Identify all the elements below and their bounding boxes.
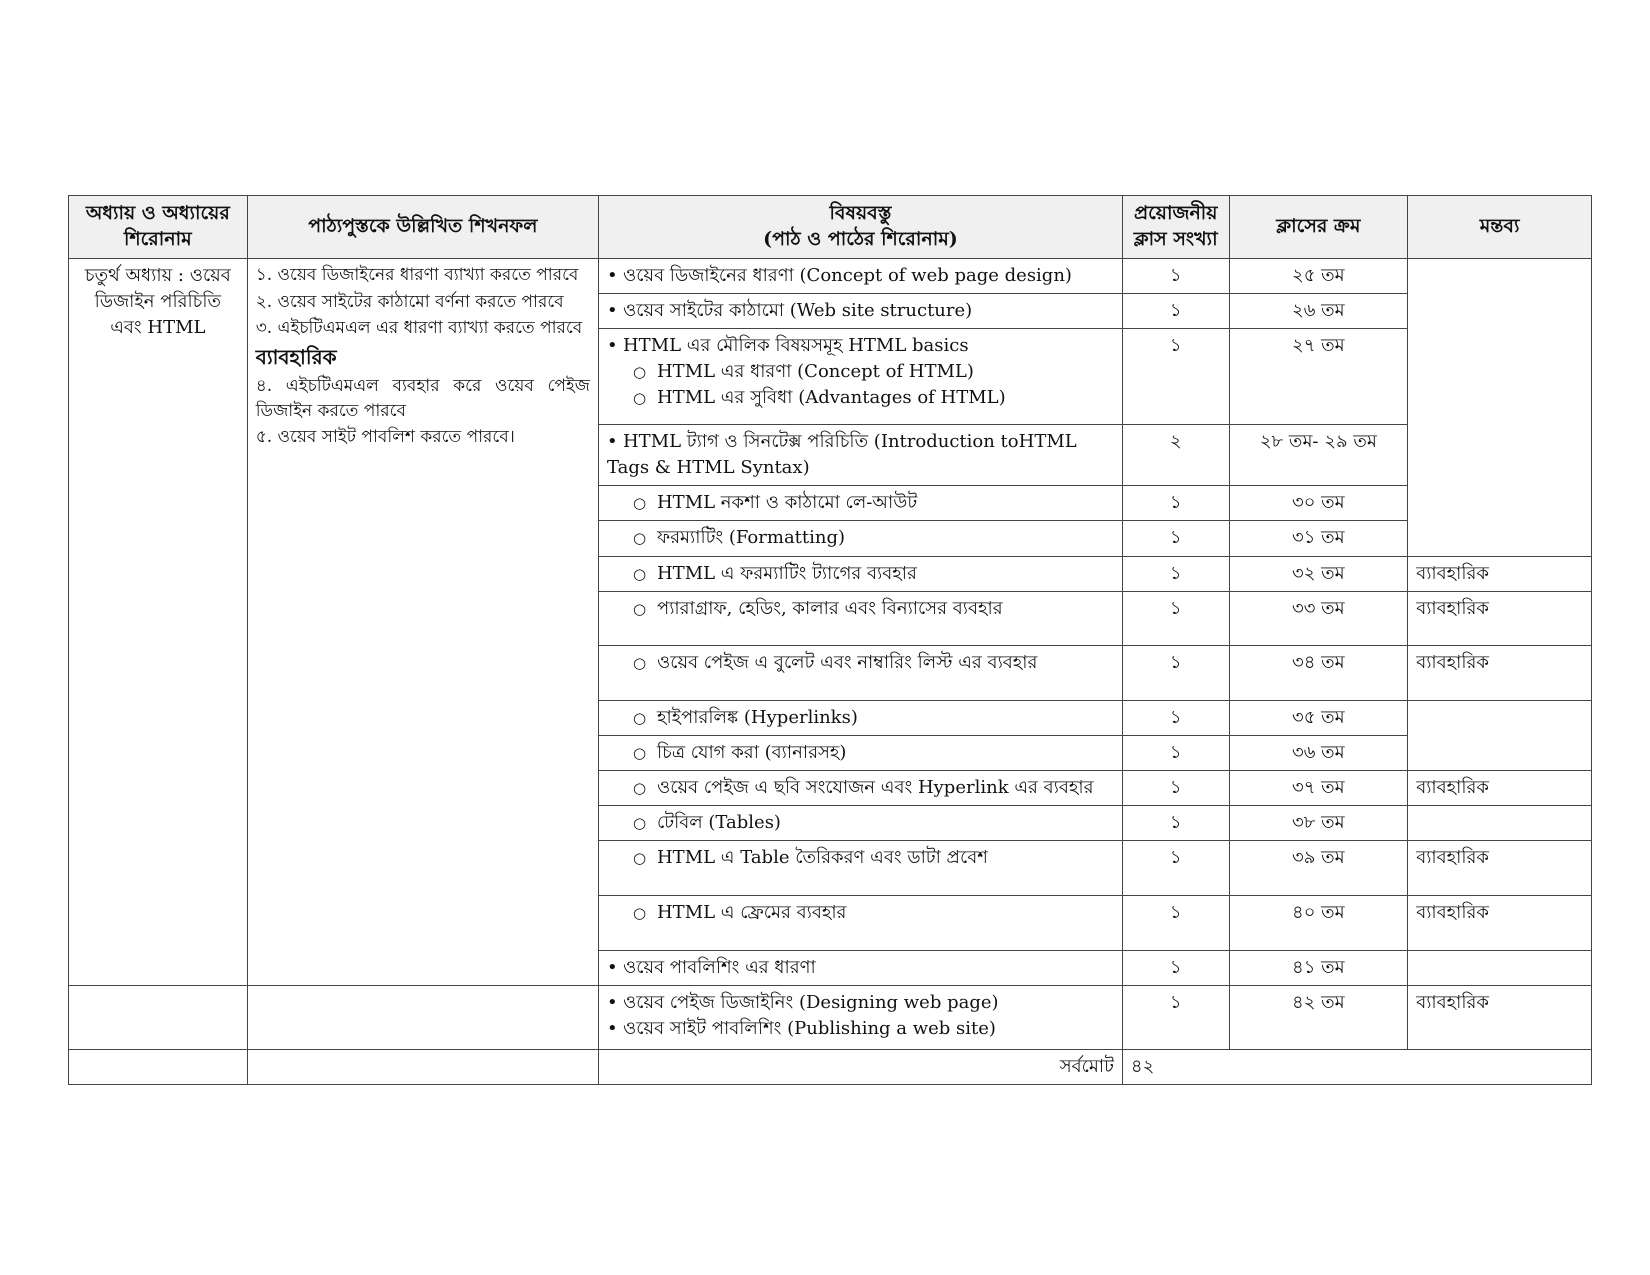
practical-heading: ব্যাবহারিক — [255, 344, 337, 369]
lesson-subtopic: ○ HTML এর সুবিধা (Advantages of HTML) — [607, 385, 1114, 411]
remark-cell — [1408, 951, 1592, 986]
class-order: ৩৪ তম — [1229, 645, 1408, 700]
header-row — [69, 196, 1592, 259]
remark-cell: ব্যাবহারিক — [1408, 986, 1592, 1050]
class-count: ১ — [1122, 486, 1229, 521]
lesson-text: • ওয়েব পেইজ ডিজাইনিং (Designing web page) — [607, 990, 1114, 1016]
remark-cell: ব্যাবহারিক — [1408, 645, 1592, 700]
class-order: ৪২ তম — [1229, 986, 1408, 1050]
lesson-content — [598, 329, 1122, 425]
remark-cell: ব্যাবহারিক — [1408, 841, 1592, 896]
lesson-text: ○ ওয়েব পেইজ এ বুলেট এবং নাম্বারিং লিস্ট এর ব্যবহার — [607, 650, 1114, 676]
table-row — [69, 986, 1592, 1050]
remark-cell — [1408, 805, 1592, 840]
learning-outcomes — [247, 259, 598, 986]
lesson-plan-table — [68, 195, 1592, 1085]
class-order: ৩৩ তম — [1229, 591, 1408, 645]
remark-cell: ব্যাবহারিক — [1408, 556, 1592, 591]
lesson-subtopic: ○ HTML এর ধারণা (Concept of HTML) — [607, 359, 1114, 385]
lesson-content — [598, 770, 1122, 805]
lesson-content — [598, 294, 1122, 329]
class-order: ৩৮ তম — [1229, 805, 1408, 840]
header-classes: প্রয়োজনীয় ক্লাস সংখ্যা — [1122, 196, 1229, 259]
class-count: ১ — [1122, 735, 1229, 770]
lesson-text: ○ প্যারাগ্রাফ, হেডিং, কালার এবং বিন্যাসের ব্যবহার — [607, 596, 1114, 622]
lesson-content — [598, 700, 1122, 735]
class-count: ১ — [1122, 770, 1229, 805]
empty-cell — [247, 986, 598, 1050]
lesson-text: • ওয়েব ডিজাইনের ধারণা (Concept of web page design) — [607, 263, 1114, 289]
class-order: ৪১ তম — [1229, 951, 1408, 986]
class-order: ৩৬ তম — [1229, 735, 1408, 770]
lesson-content — [598, 986, 1122, 1050]
outcome-item: ১. ওয়েব ডিজাইনের ধারণা ব্যাখ্যা করতে পারবে — [255, 265, 579, 285]
remark-cell: ব্যাবহারিক — [1408, 591, 1592, 645]
class-order: ২৭ তম — [1229, 329, 1408, 425]
header-content-line1: বিষয়বস্তু — [829, 202, 892, 225]
class-order: ৩৯ তম — [1229, 841, 1408, 896]
class-order: ৩৫ তম — [1229, 700, 1408, 735]
table-row — [69, 259, 1592, 294]
lesson-text: • HTML এর মৌলিক বিষয়সমূহ HTML basics — [607, 333, 1114, 359]
lesson-content — [598, 735, 1122, 770]
class-count: ১ — [1122, 805, 1229, 840]
empty-cell — [247, 1050, 598, 1085]
lesson-content — [598, 896, 1122, 951]
lesson-content — [598, 591, 1122, 645]
class-order: ২৬ তম — [1229, 294, 1408, 329]
class-count: ১ — [1122, 259, 1229, 294]
class-order: ৪০ তম — [1229, 896, 1408, 951]
class-count: ১ — [1122, 591, 1229, 645]
lesson-content — [598, 645, 1122, 700]
header-content-line2: (পাঠ ও পাঠের শিরোনাম) — [763, 228, 958, 250]
class-count: ১ — [1122, 896, 1229, 951]
class-order: ৩২ তম — [1229, 556, 1408, 591]
header-order: ক্লাসের ক্রম — [1229, 196, 1408, 259]
lesson-content — [598, 259, 1122, 294]
header-content — [598, 196, 1122, 259]
lesson-content — [598, 951, 1122, 986]
lesson-text: • ওয়েব সাইট পাবলিশিং (Publishing a web site) — [607, 1016, 1114, 1042]
lesson-text: ○ চিত্র যোগ করা (ব্যানারসহ) — [607, 740, 1114, 766]
lesson-text: ○ ফরম্যাটিং (Formatting) — [607, 525, 1114, 551]
class-order: ৩৭ তম — [1229, 770, 1408, 805]
class-count: ১ — [1122, 700, 1229, 735]
outcome-item: ২. ওয়েব সাইটের কাঠামো বর্ণনা করতে পারবে — [255, 291, 564, 312]
header-outcomes: পাঠ্যপুস্তকে উল্লিখিত শিখনফল — [247, 196, 598, 259]
header-chapter: অধ্যায় ও অধ্যায়ের শিরোনাম — [69, 196, 248, 259]
lesson-content — [598, 521, 1122, 556]
class-order: ৩০ তম — [1229, 486, 1408, 521]
lesson-text: • HTML ট্যাগ ও সিনটেক্স পরিচিতি (Introduction toHTML Tags & HTML Syntax) — [607, 429, 1114, 481]
lesson-content — [598, 841, 1122, 896]
header-remarks: মন্তব্য — [1408, 196, 1592, 259]
lesson-text: ○ HTML নকশা ও কাঠামো লে-আউট — [607, 490, 1114, 516]
class-count: ১ — [1122, 951, 1229, 986]
total-label: সর্বমোট — [598, 1050, 1122, 1085]
class-count: ১ — [1122, 521, 1229, 556]
lesson-content — [598, 425, 1122, 486]
remark-cell — [1408, 700, 1592, 770]
empty-cell — [69, 1050, 248, 1085]
lesson-text: • ওয়েব পাবলিশিং এর ধারণা — [607, 955, 1114, 981]
total-row — [69, 1050, 1592, 1085]
class-count: ১ — [1122, 556, 1229, 591]
lesson-content — [598, 486, 1122, 521]
class-count: ২ — [1122, 425, 1229, 486]
outcome-item: ৫. ওয়েব সাইট পাবলিশ করতে পারবে। — [255, 427, 515, 448]
lesson-content — [598, 556, 1122, 591]
class-count: ১ — [1122, 986, 1229, 1050]
lesson-content — [598, 805, 1122, 840]
total-value: ৪২ — [1122, 1050, 1591, 1085]
class-count: ১ — [1122, 645, 1229, 700]
class-order: ৩১ তম — [1229, 521, 1408, 556]
lesson-text: ○ ওয়েব পেইজ এ ছবি সংযোজন এবং Hyperlink এর ব্যবহার — [607, 775, 1114, 801]
class-count: ১ — [1122, 294, 1229, 329]
lesson-text: • ওয়েব সাইটের কাঠামো (Web site structure) — [607, 298, 1114, 324]
remark-cell: ব্যাবহারিক — [1408, 896, 1592, 951]
class-order: ২৮ তম- ২৯ তম — [1229, 425, 1408, 486]
empty-cell — [69, 986, 248, 1050]
lesson-text: ○ হাইপারলিঙ্ক (Hyperlinks) — [607, 705, 1114, 731]
remark-cell — [1408, 259, 1592, 557]
class-count: ১ — [1122, 329, 1229, 425]
chapter-title: চতুর্থ অধ্যায় : ওয়েব ডিজাইন পরিচিতি এবং HTML — [69, 259, 248, 986]
lesson-text: ○ টেবিল (Tables) — [607, 810, 1114, 836]
class-order: ২৫ তম — [1229, 259, 1408, 294]
remark-cell: ব্যাবহারিক — [1408, 770, 1592, 805]
class-count: ১ — [1122, 841, 1229, 896]
lesson-text: ○ HTML এ ফ্রেমের ব্যবহার — [607, 900, 1114, 926]
outcome-item: ৪. এইচটিএমএল ব্যবহার করে ওয়েব পেইজ ডিজাইন করতে পারবে — [255, 375, 590, 421]
lesson-text: ○ HTML এ ফরম্যাটিং ট্যাগের ব্যবহার — [607, 561, 1114, 587]
outcome-item: ৩. এইচটিএমএল এর ধারণা ব্যাখ্যা করতে পারবে — [255, 318, 583, 339]
lesson-text: ○ HTML এ Table তৈরিকরণ এবং ডাটা প্রবেশ — [607, 845, 1114, 871]
